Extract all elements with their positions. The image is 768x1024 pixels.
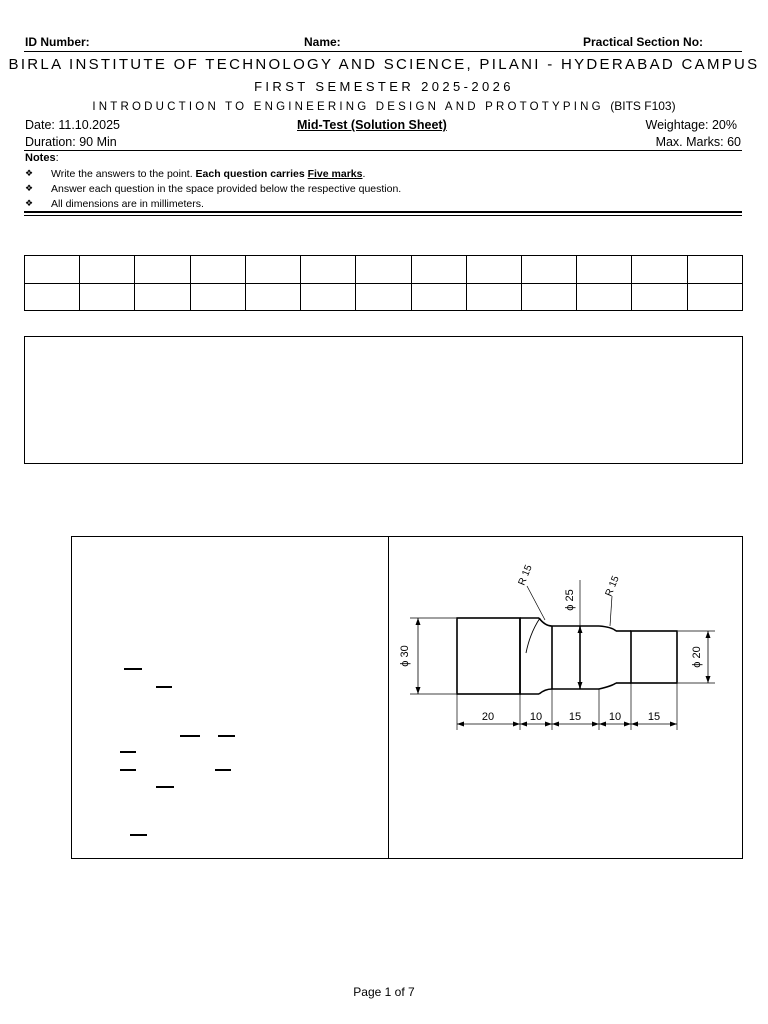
marks-grid-cell <box>356 256 411 284</box>
marks-grid-cell <box>632 283 687 311</box>
blank-line <box>215 769 231 771</box>
marks-grid-cell <box>135 283 190 311</box>
bullet-icon: ❖ <box>25 168 34 178</box>
marks-grid-cell <box>466 256 521 284</box>
len5-label: 15 <box>647 711 661 723</box>
blank-line <box>120 751 136 753</box>
blank-line <box>124 668 142 670</box>
answer-box <box>24 336 743 464</box>
marks-grid-row <box>25 283 743 311</box>
len4-label: 10 <box>608 711 622 723</box>
practical-section-label: Practical Section No: <box>583 35 704 49</box>
marks-grid-cell <box>577 256 632 284</box>
marks-grid-cell <box>245 283 300 311</box>
fillet-2-bottom <box>599 683 616 689</box>
fillet-1-bottom <box>539 689 552 694</box>
fillet-1-top <box>539 618 552 626</box>
dim-dia20-label: ϕ 20 <box>691 646 703 668</box>
blank-line <box>180 735 200 737</box>
marks-grid-cell <box>466 283 521 311</box>
marks-grid-cell <box>632 256 687 284</box>
marks-grid-cell <box>577 283 632 311</box>
course-name: INTRODUCTION TO ENGINEERING DESIGN AND PROTOTYPING <box>92 101 604 113</box>
notes-heading: Notes: <box>25 152 59 164</box>
marks-grid-row <box>25 256 743 284</box>
blank-line <box>156 786 174 788</box>
course-title <box>0 99 768 113</box>
marks-grid-cell <box>80 256 135 284</box>
test-title: Mid-Test (Solution Sheet) <box>297 118 447 132</box>
shaft-drawing <box>389 537 742 858</box>
notes-rule-thick <box>24 211 742 213</box>
blank-line <box>130 834 147 836</box>
page-number: Page 1 of 7 <box>353 985 415 999</box>
marks-grid-cell <box>521 256 576 284</box>
marks-grid-cell <box>687 283 742 311</box>
notes-rule-thin <box>24 215 742 216</box>
max-marks: Max. Marks: 60 <box>655 135 741 149</box>
bullet-icon: ❖ <box>25 183 34 193</box>
marks-grid-cell <box>301 256 356 284</box>
name-label: Name: <box>304 35 341 49</box>
meta-rule <box>24 150 742 151</box>
course-code: (BITS F103) <box>610 99 676 113</box>
blank-line <box>156 686 172 688</box>
exam-date: Date: 11.10.2025 <box>25 118 120 132</box>
marks-grid-cell <box>190 283 245 311</box>
marks-grid <box>24 255 743 311</box>
marks-grid-cell <box>411 283 466 311</box>
radius2-label: R 15 <box>603 574 622 599</box>
fillet-2-top <box>599 626 616 631</box>
id-number-label: ID Number: <box>25 35 90 49</box>
semester-title: FIRST SEMESTER 2025-2026 <box>254 79 514 94</box>
header-rule <box>24 51 742 52</box>
marks-grid-cell <box>411 256 466 284</box>
len2-label: 10 <box>529 711 543 723</box>
blank-line <box>218 735 235 737</box>
dim-dia25-label: ϕ 25 <box>564 589 576 611</box>
shaft-section-dia30 <box>457 618 520 694</box>
radius1-label: R 15 <box>516 563 535 588</box>
marks-grid-cell <box>135 256 190 284</box>
bullet-icon: ❖ <box>25 198 34 208</box>
marks-grid-cell <box>521 283 576 311</box>
marks-grid-cell <box>356 283 411 311</box>
shaft-section-dia20 <box>631 631 677 683</box>
blank-line <box>120 769 136 771</box>
len1-label: 20 <box>481 711 495 723</box>
marks-grid-cell <box>25 256 80 284</box>
weightage: Weightage: 20% <box>645 118 737 132</box>
radius1-leader <box>527 586 545 620</box>
duration: Duration: 90 Min <box>25 135 117 149</box>
marks-grid-cell <box>80 283 135 311</box>
radius2-leader <box>610 596 612 626</box>
marks-grid-cell <box>25 283 80 311</box>
institute-title: BIRLA INSTITUTE OF TECHNOLOGY AND SCIENCE, PILANI - HYDERABAD CAMPUS <box>8 56 760 73</box>
len3-label: 15 <box>568 711 582 723</box>
marks-grid-cell <box>687 256 742 284</box>
radius-arc-hint <box>526 618 540 653</box>
marks-grid-cell <box>301 283 356 311</box>
dim-dia30-label: ϕ 30 <box>399 645 411 667</box>
marks-grid-cell <box>190 256 245 284</box>
marks-grid-cell <box>245 256 300 284</box>
